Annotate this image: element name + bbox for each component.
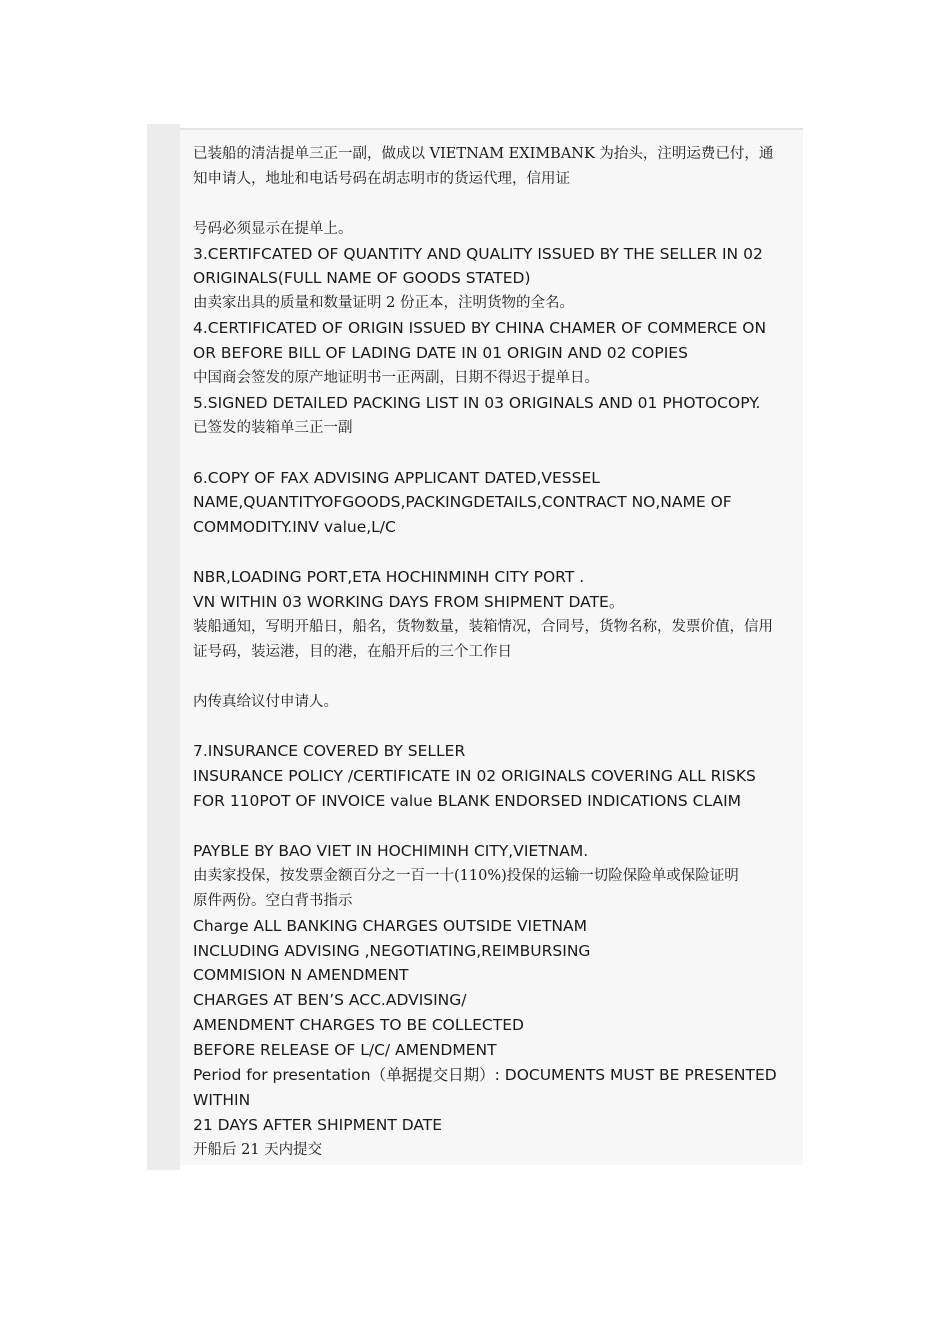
text-line: 由卖家出具的质量和数量证明 2 份正本，注明货物的全名。	[193, 295, 574, 312]
blank-line	[193, 714, 798, 739]
text-line: VN WITHIN 03 WORKING DAYS FROM SHIPMENT DATE。	[193, 593, 625, 612]
blank-line	[193, 814, 798, 839]
text-line: 知申请人，地址和电话号码在胡志明市的货运代理，信用证	[193, 170, 570, 187]
text-line: 4.CERTIFICATED OF ORIGIN ISSUED BY CHINA CHAMER OF COMMERCE ON	[193, 319, 767, 338]
text-line: 5.SIGNED DETAILED PACKING LIST IN 03 ORIGINALS AND 01 PHOTOCOPY.	[193, 393, 761, 412]
text-line: INSURANCE POLICY /CERTIFICATE IN 02 ORIGINALS COVERING ALL RISKS	[193, 767, 756, 786]
text-line: 6.COPY OF FAX ADVISING APPLICANT DATED,VESSEL	[193, 468, 600, 487]
text-line: 装船通知，写明开船日，船名，货物数量，装箱情况，合同号，货物名称，发票价值，信用	[193, 618, 773, 635]
blank-line	[193, 665, 798, 690]
text-line: PAYBLE BY BAO VIET IN HOCHIMINH CITY,VIETNAM.	[193, 841, 589, 860]
text-line: 号码必须显示在提单上。	[193, 220, 353, 237]
left-gutter	[147, 124, 180, 1170]
blank-line	[193, 441, 798, 466]
text-line: OR BEFORE BILL OF LADING DATE IN 01 ORIGIN AND 02 COPIES	[193, 344, 688, 363]
text-line: WITHIN	[193, 1090, 251, 1109]
text-line: COMMISION N AMENDMENT	[193, 966, 409, 985]
text-line: NAME,QUANTITYOFGOODS,PACKINGDETAILS,CONTRACT NO,NAME OF	[193, 493, 732, 512]
text-line: ORIGINALS(FULL NAME OF GOODS STATED)	[193, 269, 531, 288]
text-line: 原件两份。空白背书指示	[193, 892, 353, 909]
text-line: 证号码，装运港，目的港，在船开后的三个工作日	[193, 643, 512, 660]
text-line: FOR 110POT OF INVOICE value BLANK ENDORSED INDICATIONS CLAIM	[193, 792, 742, 811]
text-line: AMENDMENT CHARGES TO BE COLLECTED	[193, 1016, 524, 1035]
text-line: 中国商会签发的原产地证明书一正两副，日期不得迟于提单日。	[193, 370, 599, 387]
text-line: 已装船的清洁提单三正一副，做成以 VIETNAM EXIMBANK 为抬头，注明运费已付，通	[193, 146, 774, 162]
text-line: BEFORE RELEASE OF L/C/ AMENDMENT	[193, 1041, 497, 1060]
text-line: 21 DAYS AFTER SHIPMENT DATE	[193, 1115, 443, 1134]
text-line: 内传真给议付申请人。	[193, 693, 338, 710]
text-line: INCLUDING ADVISING ,NEGOTIATING,REIMBURSING	[193, 941, 591, 960]
text-line: COMMODITY.INV value,L/C	[193, 518, 396, 537]
text-line: 3.CERTIFCATED OF QUANTITY AND QUALITY ISSUED BY THE SELLER IN 02	[193, 244, 763, 263]
text-line: 7.INSURANCE COVERED BY SELLER	[193, 742, 466, 761]
text-line: NBR,LOADING PORT,ETA HOCHINMINH CITY PORT .	[193, 568, 585, 587]
document-text	[193, 142, 798, 1163]
blank-line	[193, 540, 798, 565]
text-line: 已签发的装箱单三正一副	[193, 419, 353, 436]
text-line: 开船后 21 天内提交	[193, 1141, 323, 1158]
text-line: 由卖家投保，按发票金额百分之一百一十(110%)投保的运输一切险保险单或保险证明	[193, 867, 739, 884]
text-line: Period for presentation（单据提交日期）: DOCUMENTS MUST BE PRESENTED	[193, 1065, 777, 1084]
text-line: CHARGES AT BEN’S ACC.ADVISING/	[193, 991, 467, 1010]
blank-line	[193, 192, 798, 217]
text-line: Charge ALL BANKING CHARGES OUTSIDE VIETNAM	[193, 916, 587, 935]
